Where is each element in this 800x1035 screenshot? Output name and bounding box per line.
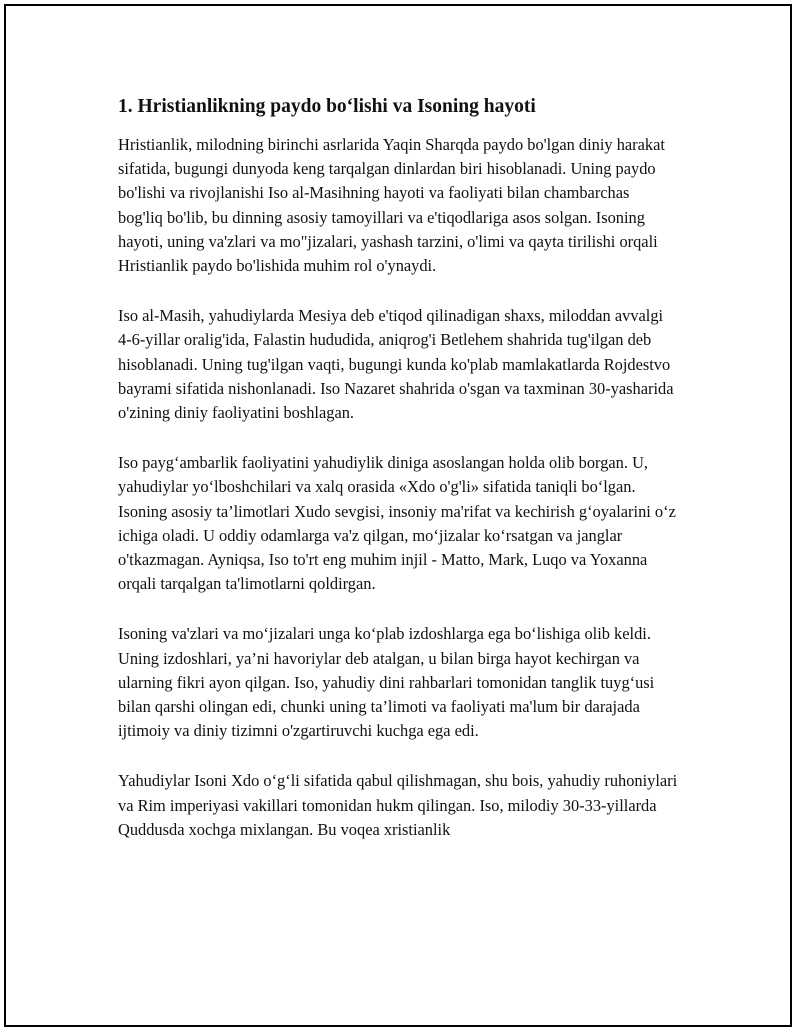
document-body <box>118 94 678 868</box>
paragraph-3: Iso paygʻambarlik faoliyatini yahudiylik diniga asoslangan holda olib borgan. U, yahudiylar yoʻlboshchilari va xalq orasida «Xdo o'g'li» sifatida taniqli boʻlgan. Isoning asosiy ta’limotlari Xudo sevgisi, insoniy ma'rifat va kechirish gʻoyalarini oʻz ichiga oladi. U oddiy odamlarga va'z qilgan, moʻjizalar koʻrsatgan va janglar o'tkazmagan. Ayniqsa, Iso to'rt eng muhim injil - Matto, Mark, Luqo va Yoxanna orqali tarqalgan ta'limotlarni qoldirgan. <box>118 453 676 594</box>
paragraph-5: Yahudiylar Isoni Xdo oʻgʻli sifatida qabul qilishmagan, shu bois, yahudiy ruhoniylari va Rim imperiyasi vakillari tomonidan hukm qilingan. Iso, milodiy 30-33-yillarda Quddusda xochga mixlangan. Bu voqea xristianlik <box>118 771 678 839</box>
paragraph-1: Hristianlik, milodning birinchi asrlarida Yaqin Sharqda paydo bo'lgan diniy harakat sifatida, bugungi dunyoda keng tarqalgan dinlardan biri hisoblanadi. Uning paydo bo'lishi va rivojlanishi Iso al-Masihning hayoti va faoliyati bilan chambarchas bog'liq bo'lib, bu dinning asosiy tamoyillari va e'tiqodlariga asos solgan. Isoning hayoti, uning va'zlari va mo"jizalari, yashash tarzini, o'limi va qayta tirilishi orqali Hristianlik paydo bo'lishida muhim rol o'ynaydi. <box>118 135 665 276</box>
paragraph-4: Isoning va'zlari va moʻjizalari unga koʻplab izdoshlarga ega boʻlishiga olib keldi. Uning izdoshlari, ya’ni havoriylar deb atalgan, u bilan birga hayot kechirgan va ularning fikri ayon qilgan. Iso, yahudiy dini rahbarlari tomonidan tanglik tuygʻusi bilan qarshi olingan edi, chunki uning ta’limoti va faoliyati ma'lum bir darajada ijtimoiy va diniy tizimni o'zgartiruvchi kuchga ega edi. <box>118 624 655 741</box>
section-heading: 1. Hristianlikning paydo boʻlishi va Isoning hayoti <box>118 96 536 117</box>
paragraph-2: Iso al-Masih, yahudiylarda Mesiya deb e'tiqod qilinadigan shaxs, miloddan avvalgi 4-6-yillar oralig'ida, Falastin hududida, aniqrog'i Betlehem shahrida tug'ilgan deb hisoblanadi. Uning tug'ilgan vaqti, bugungi kunda ko'plab mamlakatlarda Rojdestvo bayrami sifatida nishonlanadi. Iso Nazaret shahrida o'sgan va taxminan 30-yasharida o'zining diniy faoliyatini boshlagan. <box>118 306 674 423</box>
